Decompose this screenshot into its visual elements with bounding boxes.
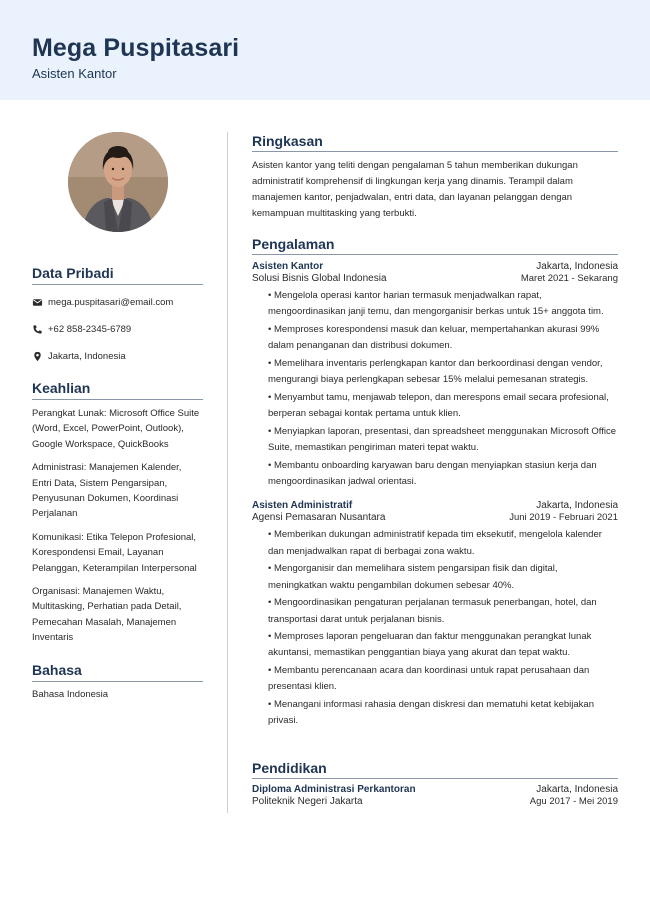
profile-photo	[68, 132, 168, 232]
skills-title: Keahlian	[32, 379, 203, 400]
education-location: Jakarta, Indonesia	[536, 784, 618, 795]
skill-item: Administrasi: Manajemen Kalender, Entri Data, Sistem Pengarsipan, Penyusunan Dokumen, Koordinasi Perjalanan	[32, 462, 182, 520]
resume-header	[0, 0, 650, 100]
school-name: Politeknik Negeri Jakarta	[252, 796, 363, 807]
list-item: • Menyiapkan laporan, presentasi, dan spreadsheet menggunakan Microsoft Office Suite, memastikan pengiriman materi tepat waktu.	[268, 424, 618, 457]
job-company: Solusi Bisnis Global Indonesia	[252, 273, 387, 284]
skills-section	[32, 379, 203, 646]
job-bullets	[252, 288, 618, 490]
left-column	[32, 132, 203, 700]
list-item: • Mengorganisir dan memelihara sistem pengarsipan fisik dan digital, meningkatkan waktu pengambilan dokumen sebesar 40%.	[268, 561, 618, 594]
job-dates: Juni 2019 - Februari 2021	[509, 512, 618, 524]
job-location: Jakarta, Indonesia	[536, 500, 618, 512]
job-bullets	[252, 527, 618, 729]
column-divider	[227, 132, 228, 813]
job-title: Asisten Kantor	[252, 261, 324, 272]
location-text: Jakarta, Indonesia	[48, 350, 126, 362]
personal-section	[32, 264, 203, 363]
education-title: Pendidikan	[252, 759, 618, 779]
list-item: • Memberikan dukungan administratif kepada tim eksekutif, mengelola kalender dan menjadwalkan rapat di berbagai zona waktu.	[268, 527, 618, 560]
languages-title: Bahasa	[32, 661, 203, 682]
education-section	[252, 759, 618, 807]
skill-item: Organisasi: Manajemen Waktu, Multitasking, Perhatian pada Detail, Pemecahan Masalah, Manajemen Inventaris	[32, 586, 182, 644]
summary-title: Ringkasan	[252, 132, 618, 152]
contact-email[interactable]	[32, 295, 203, 309]
job-location: Jakarta, Indonesia	[536, 261, 618, 272]
email-text: mega.puspitasari@email.com	[48, 296, 174, 308]
contact-location	[32, 349, 203, 363]
list-item: • Membantu onboarding karyawan baru dengan menyiapkan stasiun kerja dan mengoordinasikan jadwal orientasi.	[268, 458, 618, 491]
candidate-role: Asisten Kantor	[32, 66, 117, 81]
envelope-icon	[32, 297, 43, 308]
list-item: • Menyambut tamu, menjawab telepon, dan merespons email secara profesional, berperan sebagai kontak pertama untuk klien.	[268, 390, 618, 423]
list-item: • Memproses laporan pengeluaran dan faktur menggunakan perangkat lunak akuntansi, memastikan penggantian biaya yang akurat dan tepat waktu.	[268, 629, 618, 662]
list-item: • Mengoordinasikan pengaturan perjalanan termasuk penerbangan, hotel, dan transportasi darat untuk perjalanan bisnis.	[268, 595, 618, 628]
contact-phone[interactable]	[32, 322, 203, 336]
avatar	[68, 132, 168, 232]
phone-icon	[32, 324, 43, 335]
language-item: Bahasa Indonesia	[32, 689, 109, 700]
list-item: • Mengelola operasi kantor harian termasuk menjadwalkan rapat, mengoordinasikan janji temu, dan mengorganisir berkas untuk 15+ anggota tim.	[268, 288, 618, 321]
job-dates: Maret 2021 - Sekarang	[520, 273, 618, 284]
job-title: Asisten Administratif	[252, 500, 353, 512]
skill-item: Komunikasi: Etika Telepon Profesional, Korespondensi Email, Layanan Pelanggan, Keterampilan Interpersonal	[32, 531, 197, 574]
list-item: • Membantu perencanaan acara dan koordinasi untuk rapat perusahaan dan presentasi klien.	[268, 663, 618, 696]
languages-section	[32, 661, 203, 702]
candidate-name: Mega Puspitasari	[32, 34, 240, 62]
job-entry	[252, 500, 618, 729]
list-item: • Memelihara inventaris perlengkapan kantor dan berkoordinasi dengan vendor, mengurangi biaya perlengkapan sebesar 15% melalui pemesanan strategis.	[268, 356, 618, 389]
summary-section	[252, 132, 618, 222]
job-entry	[252, 261, 618, 490]
list-item: • Menangani informasi rahasia dengan diskresi dan mematuhi ketat kebijakan privasi.	[268, 697, 618, 730]
experience-title: Pengalaman	[252, 235, 618, 255]
location-pin-icon	[32, 351, 43, 362]
skill-item: Perangkat Lunak: Microsoft Office Suite (Word, Excel, PowerPoint, Outlook), Google Workspace, QuickBooks	[32, 408, 200, 450]
degree-title: Diploma Administrasi Perkantoran	[252, 784, 416, 795]
list-item: • Memproses korespondensi masuk dan keluar, mempertahankan akurasi 99% dalam penanganan dan distribusi dokumen.	[268, 322, 618, 355]
personal-title: Data Pribadi	[32, 264, 203, 285]
summary-text: Asisten kantor yang teliti dengan pengalaman 5 tahun memberikan dukungan administratif komprehensif di lingkungan kerja yang dinamis. Terampil dalam manajemen kantor, penjadwalan, entri data, dan layanan pelanggan dengan kemampuan multitasking yang terbukti.	[252, 160, 578, 219]
phone-text: +62 858-2345-6789	[48, 323, 132, 335]
education-dates: Agu 2017 - Mei 2019	[529, 796, 618, 807]
experience-section	[252, 235, 618, 731]
job-company: Agensi Pemasaran Nusantara	[252, 512, 386, 524]
education-entry	[252, 784, 618, 807]
